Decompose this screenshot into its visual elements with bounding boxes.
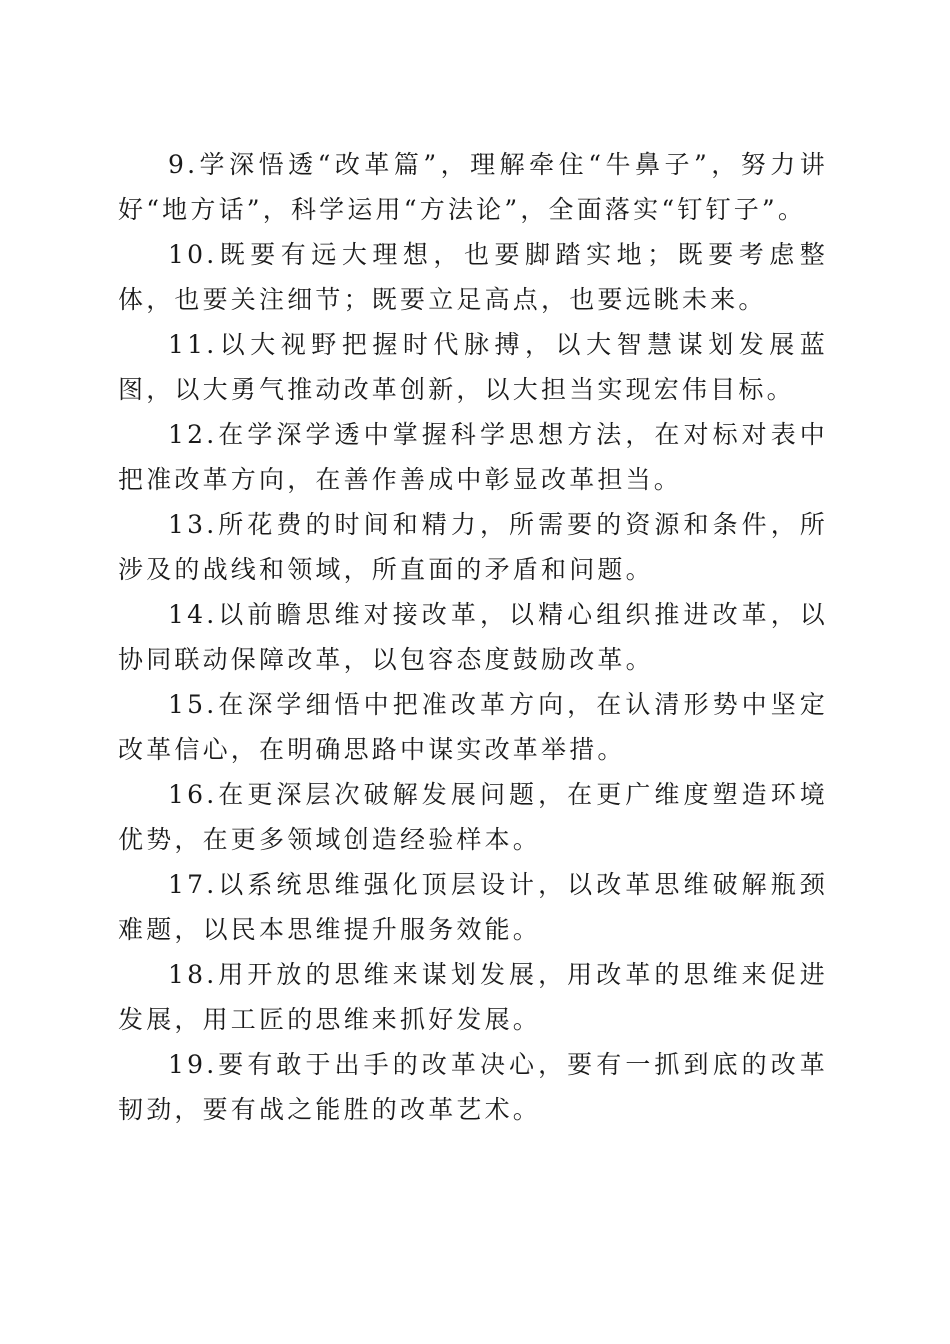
paragraph-10: 10.既要有远大理想，也要脚踏实地；既要考虑整体，也要关注细节；既要立足高点，也要远眺未来。 — [118, 240, 828, 314]
document-body — [118, 142, 828, 1132]
paragraph-17: 17.以系统思维强化顶层设计，以改革思维破解瓶颈难题，以民本思维提升服务效能。 — [118, 870, 828, 944]
paragraph-14: 14.以前瞻思维对接改革，以精心组织推进改革，以协同联动保障改革，以包容态度鼓励改革。 — [118, 600, 828, 674]
paragraph-9: 9.学深悟透“改革篇”，理解牵住“牛鼻子”，努力讲好“地方话”，科学运用“方法论”，全面落实“钉钉子”。 — [118, 150, 828, 224]
paragraph-16: 16.在更深层次破解发展问题，在更广维度塑造环境优势，在更多领域创造经验样本。 — [118, 780, 828, 854]
paragraph-12: 12.在学深学透中掌握科学思想方法，在对标对表中把准改革方向，在善作善成中彰显改革担当。 — [118, 420, 828, 494]
paragraph-13: 13.所花费的时间和精力，所需要的资源和条件，所涉及的战线和领域，所直面的矛盾和问题。 — [118, 510, 828, 584]
paragraph-18: 18.用开放的思维来谋划发展，用改革的思维来促进发展，用工匠的思维来抓好发展。 — [118, 960, 828, 1034]
paragraph-11: 11.以大视野把握时代脉搏，以大智慧谋划发展蓝图，以大勇气推动改革创新，以大担当实现宏伟目标。 — [118, 330, 828, 404]
paragraph-15: 15.在深学细悟中把准改革方向，在认清形势中坚定改革信心，在明确思路中谋实改革举措。 — [118, 690, 828, 764]
paragraph-19: 19.要有敢于出手的改革决心，要有一抓到底的改革韧劲，要有战之能胜的改革艺术。 — [118, 1050, 828, 1124]
